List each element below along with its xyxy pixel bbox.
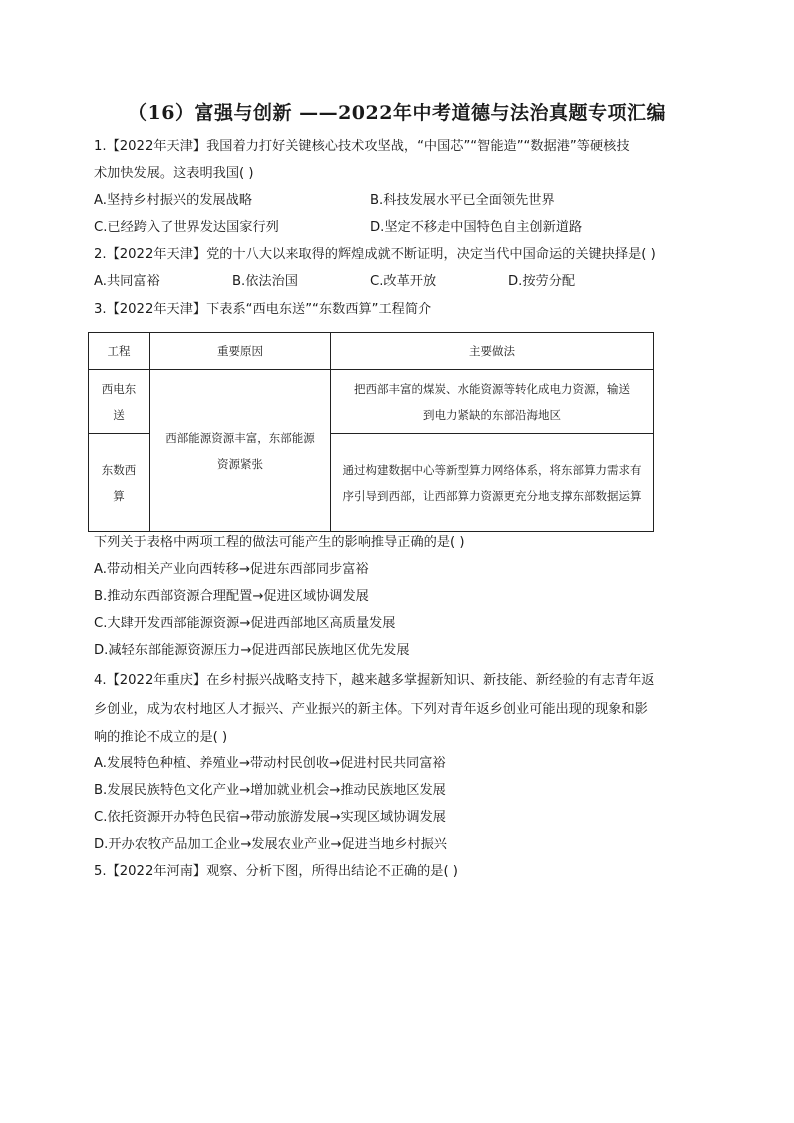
question-2-option-d: D.按劳分配 (508, 274, 576, 289)
table-header-method: 主要做法 (331, 333, 654, 370)
project-table (88, 332, 654, 532)
question-5-line-1: 5.【2022年河南】观察、分析下图，所得出结论不正确的是( ) (94, 864, 458, 879)
question-4-option-b: B.发展民族特色文化产业→增加就业机会→推动民族地区发展 (94, 783, 446, 798)
page-title: （16）富强与创新 ——2022年中考道德与法治真题专项汇编 (128, 102, 666, 124)
question-3-option-c: C.大肆开发西部能源资源→促进西部地区高质量发展 (94, 616, 396, 631)
question-2-option-b: B.依法治国 (232, 274, 298, 289)
question-3-option-a: A.带动相关产业向西转移→促进东西部同步富裕 (94, 562, 369, 577)
question-3-stem: 下列关于表格中两项工程的做法可能产生的影响推导正确的是( ) (94, 535, 465, 550)
table-header-project: 工程 (89, 333, 150, 370)
question-2-option-c: C.改革开放 (370, 274, 437, 289)
table-header-row (89, 333, 654, 370)
table-cell-project-2: 东数西算 (89, 434, 150, 532)
question-4-line-1: 4.【2022年重庆】在乡村振兴战略支持下，越来越多掌握新知识、新技能、新经验的有志青年返 (94, 673, 655, 688)
table-cell-project-1: 西电东送 (89, 370, 150, 434)
question-4-line-2: 乡创业，成为农村地区人才振兴、产业振兴的新主体。下列对青年返乡创业可能出现的现象和影 (94, 702, 648, 717)
question-1-option-d: D.坚定不移走中国特色自主创新道路 (370, 220, 583, 235)
question-2-option-a: A.共同富裕 (94, 274, 160, 289)
table-header-reason: 重要原因 (150, 333, 331, 370)
question-2-line-1: 2.【2022年天津】党的十八大以来取得的辉煌成就不断证明，决定当代中国命运的关键抉择是( ) (94, 247, 656, 262)
table-cell-method-2: 通过构建数据中心等新型算力网络体系，将东部算力需求有序引导到西部，让西部算力资源更充分地支撑东部数据运算 (331, 434, 654, 532)
question-4-line-3: 响的推论不成立的是( ) (94, 730, 228, 745)
question-1-option-c: C.已经跨入了世界发达国家行列 (94, 220, 279, 235)
question-3-line-1: 3.【2022年天津】下表系“西电东送”“东数西算”工程简介 (94, 302, 432, 317)
question-4-option-a: A.发展特色种植、养殖业→带动村民创收→促进村民共同富裕 (94, 756, 446, 771)
question-3-option-b: B.推动东西部资源合理配置→促进区域协调发展 (94, 589, 369, 604)
question-1-line-2: 术加快发展。这表明我国( ) (94, 166, 254, 181)
table-row (89, 370, 654, 434)
question-1-line-1: 1.【2022年天津】我国着力打好关键核心技术攻坚战，“中国芯”“智能造”“数据港”等硬核技 (94, 139, 630, 154)
question-3-option-d: D.减轻东部能源资源压力→促进西部民族地区优先发展 (94, 643, 410, 658)
table-cell-reason: 西部能源资源丰富，东部能源资源紧张 (150, 370, 331, 532)
question-1-option-b: B.科技发展水平已全面领先世界 (370, 193, 555, 208)
question-1-option-a: A.坚持乡村振兴的发展战略 (94, 193, 253, 208)
question-4-option-d: D.开办农牧产品加工企业→发展农业产业→促进当地乡村振兴 (94, 837, 447, 852)
question-4-option-c: C.依托资源开办特色民宿→带动旅游发展→实现区域协调发展 (94, 810, 446, 825)
table-cell-method-1: 把西部丰富的煤炭、水能资源等转化成电力资源，输送到电力紧缺的东部沿海地区 (331, 370, 654, 434)
